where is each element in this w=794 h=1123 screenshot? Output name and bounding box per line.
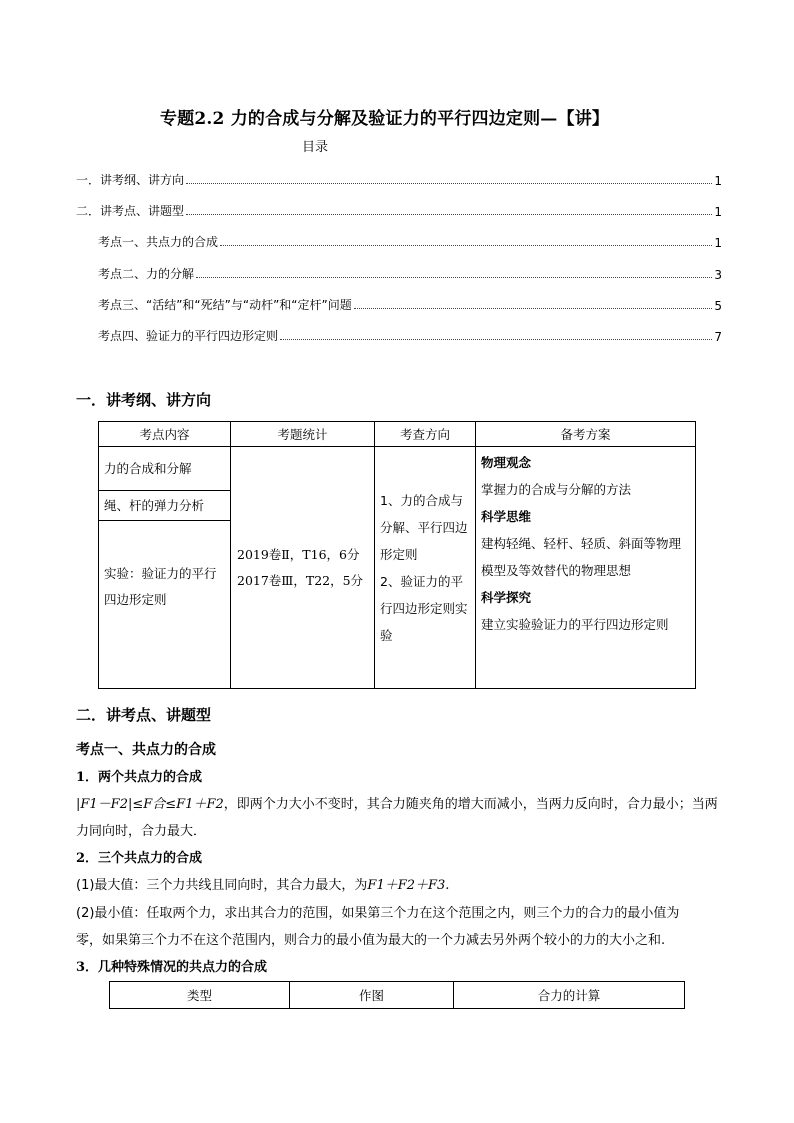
toc-item-label: 考点二、力的分解 bbox=[98, 267, 195, 281]
table-header: 作图 bbox=[290, 982, 454, 1009]
toc-leader-dots bbox=[186, 183, 712, 184]
plan-title: 科学探究 bbox=[481, 590, 532, 605]
toc-item-label: 一．讲考纲、讲方向 bbox=[76, 173, 185, 187]
toc-item[interactable] bbox=[98, 326, 722, 344]
special-cases-table bbox=[109, 981, 685, 1009]
sub2-max-prefix: (1)最大值：三个力共线且同向时，其合力最大，为 bbox=[76, 878, 368, 893]
toc-item-page: 5 bbox=[714, 299, 722, 313]
table-header: 备考方案 bbox=[476, 422, 696, 447]
stat-line: 2019卷Ⅱ，T16，6分 bbox=[237, 546, 360, 562]
sub1-text2: 力同向时，合力最大． bbox=[76, 824, 207, 839]
plan-cell bbox=[476, 447, 696, 689]
toc-item-label: 考点三、“活结”和“死结”与“动杆”和“定杆”问题 bbox=[98, 298, 352, 312]
toc-item[interactable] bbox=[76, 170, 722, 188]
sub2-min-line1: (2)最小值：任取两个力，求出其合力的范围，如果第三个力在这个范围之内，则三个力的合力的最小值为 bbox=[76, 906, 680, 921]
direction-cell bbox=[375, 447, 476, 689]
plan-block bbox=[481, 449, 690, 638]
section1-heading: 一．讲考纲、讲方向 bbox=[76, 391, 212, 409]
toc-item-page: 1 bbox=[714, 205, 722, 219]
formula: F1＋F2＋F3. bbox=[367, 878, 450, 893]
toc-item[interactable] bbox=[76, 201, 722, 219]
sub1-line1 bbox=[76, 793, 718, 812]
table-header: 类型 bbox=[110, 982, 290, 1009]
stats-cell bbox=[231, 447, 375, 689]
stat-line: 2017卷Ⅲ，T22，5分 bbox=[237, 572, 364, 588]
page-title: 专题2.2 力的合成与分解及验证力的平行四边定则—【讲】 bbox=[160, 109, 610, 129]
table-header: 合力的计算 bbox=[454, 982, 685, 1009]
table-header: 考查方向 bbox=[375, 422, 476, 447]
toc-heading: 目录 bbox=[302, 140, 329, 155]
point1-heading: 考点一、共点力的合成 bbox=[76, 742, 216, 758]
section2-heading: 二．讲考点、讲题型 bbox=[76, 706, 212, 724]
exam-outline-table bbox=[98, 421, 696, 689]
toc-item-label: 考点四、验证力的平行四边形定则 bbox=[98, 329, 279, 343]
toc-leader-dots bbox=[280, 339, 712, 340]
table-header: 考点内容 bbox=[99, 422, 231, 447]
sub1-text1: ，即两个力大小不变时，其合力随夹角的增大而减小，当两力反向时，合力最小；当两 bbox=[223, 797, 718, 812]
toc-leader-dots bbox=[196, 277, 712, 278]
direction-text: 1、力的合成与分解、平行四边形定则 2、验证力的平行四边形定则实验 bbox=[380, 492, 468, 643]
topic-cell: 绳、杆的弹力分析 bbox=[99, 491, 231, 521]
plan-text: 建立实验验证力的平行四边形定则 bbox=[481, 617, 669, 632]
plan-title: 物理观念 bbox=[481, 455, 532, 470]
formula: |F1－F2|≤F合≤F1＋F2 bbox=[76, 797, 224, 812]
plan-text: 掌握力的合成与分解的方法 bbox=[481, 482, 632, 497]
toc-item-page: 1 bbox=[714, 236, 722, 250]
sub2-min-line2: 零，如果第三个力不在这个范围内，则合力的最小值为最大的一个力减去另外两个较小的力的大小之和. bbox=[76, 933, 666, 948]
plan-text: 建构轻绳、轻杆、轻质、斜面等物理模型及等效替代的物理思想 bbox=[481, 536, 682, 578]
toc-item[interactable] bbox=[98, 295, 722, 313]
toc-leader-dots bbox=[220, 245, 712, 246]
toc-leader-dots bbox=[186, 214, 712, 215]
sub1-heading: 1．两个共点力的合成 bbox=[76, 770, 203, 785]
sub2-heading: 2．三个共点力的合成 bbox=[76, 851, 203, 866]
toc-leader-dots bbox=[354, 308, 713, 309]
table-header: 考题统计 bbox=[231, 422, 375, 447]
sub2-max-line bbox=[76, 874, 449, 893]
toc-item-label: 考点一、共点力的合成 bbox=[98, 235, 219, 249]
toc-item-page: 7 bbox=[714, 330, 722, 344]
toc-item-page: 3 bbox=[714, 268, 722, 282]
topic-cell: 实验：验证力的平行四边形定则 bbox=[99, 521, 231, 689]
toc-item-page: 1 bbox=[714, 174, 722, 188]
plan-title: 科学思维 bbox=[481, 509, 532, 524]
toc-item[interactable] bbox=[98, 232, 722, 250]
topic-cell: 力的合成和分解 bbox=[99, 447, 231, 491]
sub3-heading: 3．几种特殊情况的共点力的合成 bbox=[76, 960, 268, 975]
toc-item-label: 二．讲考点、讲题型 bbox=[76, 204, 185, 218]
toc-item[interactable] bbox=[98, 264, 722, 282]
